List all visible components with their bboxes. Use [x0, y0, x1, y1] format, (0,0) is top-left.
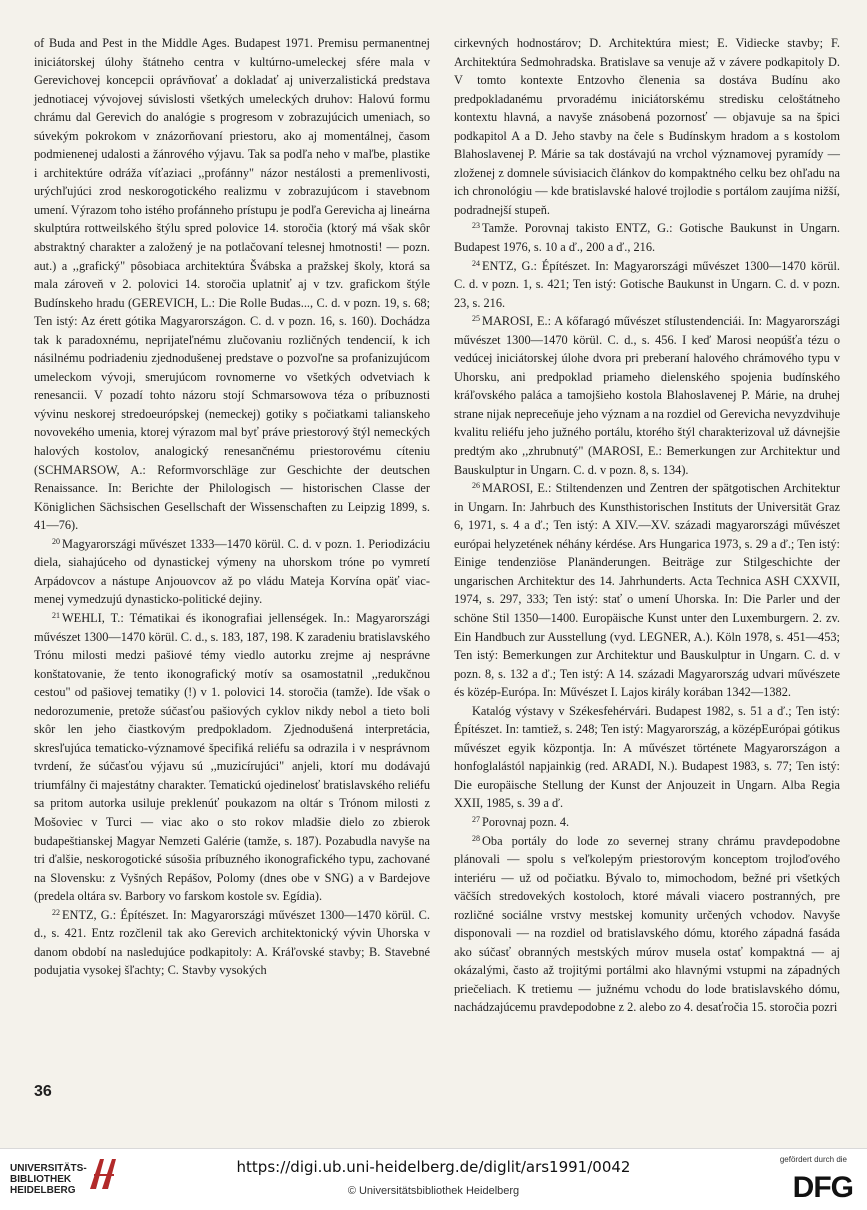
footnote-21 [34, 609, 430, 906]
footnote-24 [454, 257, 840, 313]
page-number: 36 [34, 1083, 52, 1100]
footnote-26 [454, 479, 840, 702]
footnote-text: Oba portály do lode zo severnej strany chrámu pravdepodobne plánovali — spolu s veľkolepým priestorovým konceptom trojloďového interiéru — už od počiatku. Bývalo to, mimochodom, bežné pri všetkých väčších stredovekých kostoloch, ktoré mávali viacero postranných, pre rozličné sociálne vrstvy mestskej komunity určených vchodov. Navyše disponovali — na rozdiel od bratislavského dómu, ktorého západná fasáda ako súčasť obranných mestských múrov musela ostať kompaktná — aj okázalými, často až trojitými portálmi ako hlavnými vstupmi na západných priečeliach. K tretiemu — južnému vchodu do lode bratislavského dómu, nachádzajúcemu pravdepodobne z 2. alebo zo 4. desaťročia 15. storočia pozri [454, 833, 840, 1015]
footnote-number: 21 [52, 610, 60, 620]
viewer-footer [0, 1148, 867, 1210]
dfg-logo[interactable]: DFG [792, 1171, 853, 1204]
footnote-number: 26 [472, 481, 480, 491]
footnote-number: 24 [472, 258, 480, 268]
footnote-25 [454, 312, 840, 479]
footnote-text: Tamže. Porovnaj takisto ENTZ, G.: Gotische Baukunst in Ungarn. Budapest 1976, s. 10 a ď., 200 a ď., 216. [454, 221, 840, 255]
paragraph-continued [454, 702, 840, 813]
footnote-28 [454, 832, 840, 1017]
footnote-text: WEHLI, T.: Tématikai és ikonografiai jellenségek. In.: Magyarországi művészet 1300—1470 körül. C. d., s. 183, 187, 198. K zaradeniu bratislavského Trónu milosti medzi pašiové témy viedlo autorku zrejme aj nesprávne konštatovanie, že tento ikonografický motív sa osamostatnil ,,redukčnou cestou" od pašiovej tematiky (!) v 1. polovici 14. storočia (tamže). Ide však o nedorozumenie, pretože súčasťou pašiových cyklov nikdy nebol a tieto boli skôr len jeho čiastkovým predpokladom. Zjednodušená interpretácia, skresľujúca tematicko-významové špecifiká reliéfu sa odrazila i v nesprávnom tvrdení, že súčasťou výjavu sú ,,muzicírujúci" anjeli, ktorí mu dodávajú triumfálny či majestátny charakter. Tematickú ojedinelosť bratislavského reliéfu sa pritom autorka usiluje preklenúť poukazom na oltár s Trónom milosti z Mošoviec v Turci — viac ako o sto rokov mladšie dielo zo zbierok budapeštianskej Magyar Nemzeti Galérie (tamže, s. 187). Pozabudla navyše na tri ďalšie, neskorogotické súsošia príbuzného ikonografického typu, zachované na Slovensku: z Vyšných Repášov, Polomy (dnes obe v SNG) a v Bardejove (predela oltára sv. Barbory vo farskom kostole sv. Egídia). [34, 610, 430, 904]
footnote-22 [34, 906, 430, 980]
paragraph-text: Katalóg výstavy v Székesfehérvári. Budapest 1982, s. 51 a ď.; Ten istý: Építészet. In: tamtiež, s. 248; Ten istý: Magyarország, a középEurópai gótikus művészet egyik központja. In: A művészet története Magyarországon a honfoglalástól napjainkig (red. ARADI, N.). Budapest 1983, s. 77; Ten istý: Die europäische Stellung der Kunst der Anjouzeit in Ungarn. Alba Regia XXII, 1985, s. 39 a ď. [454, 703, 840, 811]
paragraph: of Buda and Pest in the Middle Ages. Budapest 1971. Premisu permanentnej iniciátorskej úlohy štátneho centra v kultúrno-umeleckej sfére mala v Gerevichovej koncepcii oprávňovať a dokladať aj univerzalistická predstava jednotiacej vývojovej súvislosti všetkých umeleckých druhov: Halovú formu chrámu dal Gerevich do analógie s progresom v zobrazujúcich umeniach, so súvekým pokrokom v znázorňovaní priestoru, ako aj momentálnej, časom podmienenej udalosti a žánrového výjavu. Tak sa podľa neho v maľbe, plastike i architektúre odráža víťaziaci ,,profánny" názor nestálosti a premenlivosti, urýchľujúci zrod neskorogotického realizmu v zobrazujúcom i stavebnom umení. Výrazom toho istého profánneho prístupu je podľa Gerevicha aj lineárna skulptúra rottweilského štýlu spred polovice 14. storočia (ktorý má však skôr abstraktný charakter a založený je na potlačovaní telesnej hmotnosti! — pozn. aut.) a ,,grafický" pôsobiaca architektúra Švábska a pražskej školy, ktorá sa mala zároveň v 2. polovici 14. storočia uplatniť aj v tzv. graficko​m štýle Budínskeho hradu (GEREVICH, L.: Die Rolle Budas..., C. d. v pozn. 19, s. 68; Ten istý: Az érett gótika Magyarországon. C. d. v pozn. 16, s. 160). Dochádza tak k paradoxnému, neprijateľnému zlučovaniu rozličných tendencií, k ich násilnému podriadeniu zjednodušenej predstave o pozvoľne sa profanizujúcom umeleckom vývoji, smerujúcom rovnomerne vo všetkých odvetviach k renesancii. V pozadí tohto názoru stojí Schmarsowova téza o príbuznosti vývinu neskorej stredoeurópskej (nemeckej) gotiky s počiatkami talianskeho novovekého umenia, ktorej výrazom mal byť práve priestorový štýl nemeckých halových kostolov, analogický renesančnému priestorovému cíteniu (SCHMARSOW, A.: Reformvorschläge zur Geschichte der deutschen Renaissance. In: Berichte der Philologisch — historischen Classe der Königlichen Sächsischen Gesellschaft der Wissenschaften zu Leipzig 1899, s. 41—76). [34, 36, 430, 533]
footnote-23 [454, 219, 840, 256]
footnote-20 [34, 535, 430, 609]
right-text-column [454, 34, 840, 1017]
footnote-text: Magyarországi művészet 1333—1470 körül. C. d. v pozn. 1. Periodizáciu diela, siahajúceho od dynastickej výmeny na uhorskom tróne po vymretí Arpádovcov a nástupe Anjouovcov až po vládu Mateja Korvína opäť viac-menej vymedzujú dynasticko-politické dejiny. [34, 536, 430, 607]
library-name-line: UNIVERSITÄTS- [10, 1163, 87, 1174]
footnote-text: ENTZ, G.: Építészet. In: Magyarországi művészet 1300—1470 körül. C. d., s. 421. Entz rozčlenil tak ako Gerevich architektonický vývin Uhorska v danom období na nasledujúce podkapitoly: A. Kráľovské stavby; B. Stavebné podujatia vysokej šľachty; C. Stavby vysokých [34, 907, 430, 978]
footnote-number: 22 [52, 907, 60, 917]
permalink-url[interactable]: https://digi.ub.uni-heidelberg.de/diglit/ars1991/0042 [236, 1158, 631, 1176]
footnote-number: 20 [52, 536, 60, 546]
left-text-column [34, 34, 430, 980]
library-name-line: HEIDELBERG [10, 1185, 76, 1196]
library-name-line: BIBLIOTHEK [10, 1174, 72, 1185]
footnote-number: 23 [472, 221, 480, 231]
funding-caption [780, 1155, 847, 1164]
footnote-text: MAROSI, E.: A kőfaragó művészet stílustendenciái. In: Magyarországi művészet 1300—1470 körül. C. d., s. 456. I keď Marosi neopúšťa tézu o vedúcej iniciátorskej úlohe dvora pri preberaní halového chrámového typu v Uhorsku, ani predpoklad priameho dielenského spojenia budínského kráľovského paláca a tamojšieho kostola Blahoslavenej P. Márie, na druhej strane nijak nepreceňuje jeho význam a na rozdiel od Gerevicha nevyzdvihuje kvalitu reliéfu jeho južného portálu, ktorého štýl charakterizoval už dávnejšie predtým ako ,,zhrubnutý" (MAROSI, E.: Bemerkungen zur Architektur und Bauskulptur in Ungarn. C. d. v pozn. 8, s. 134). [454, 314, 840, 477]
funding-caption-line: gefördert durch die [779, 1155, 847, 1164]
footnote-text: MAROSI, E.: Stiltendenzen und Zentren der spätgotischen Architektur in Ungarn. In: Jahrbuch des Kunsthistorischen Instituts der Universität Graz 6, 1971, s. 4 a ď.; Ten istý: A XIV.—XV. századi magyarországi művészet európai helyzetének néhány kérdése. Ars Hungarica 1973, s. 29 a ď.; Ten istý: Einige tendenziöse Planänderungen. Beiträge zur Stilgeschichte der ungarischen Architektur des 14. Jahrhunderts. Acta Technica ASH CXXVII, 1974, s. 297, 333; Ten istý: stať o umení Uhorska. In: Die Parler und der schöne Stil 1350—1400. Europäische Kunst unter den Luxemburgern. 2. zv. Ein Handbuch zur Ausstellung (vyd. LEGNER, A.). Köln 1978, s. 451—453; Ten istý: Bemerkungen zur Architektur und Bauskulptur in Ungarn. C. d. v pozn. 8, s. 132 a ď.; Ten istý: A 14. századi Magyarország udvari művészete és közép-Európa. In: Művészet I. Lajos király korában 1342—1382. [454, 481, 840, 700]
footnote-27 [454, 813, 840, 832]
paragraph: cirkevných hodnostárov; D. Architektúra miest; E. Vidiecke stavby; F. Architektúra Sedmohradska. Bratislave sa venuje až v závere podkapitoly D. V tomto kontexte Entzovho členenia sa dostáva Budínu ako predpokladanému prvoradému iniciátorskému stredisku celoštátneho kontextu hlavná, a navyše znásobená pozornosť — objavuje sa na špici podkapitol A a D. Jeho stavby na čele s Budínskym hradom a s kostolom Blahoslavenej P. Márie sa tak dostávajú na vrchol významovej pyramídy — zloženej z domnele súvisiacich článkov do kompaktného celku bez ohľadu na ich chronológiu — kde bratislavské halové trojlodie s portálom zaujíma nižší, podradnejší stupeň. [454, 36, 840, 217]
footnote-text: Porovnaj pozn. 4. [482, 814, 570, 829]
footnote-number: 28 [472, 833, 480, 843]
footnote-number: 25 [472, 314, 480, 324]
copyright-notice: © Universitätsbibliothek Heidelberg [347, 1185, 520, 1197]
footnote-text: ENTZ, G.: Építészet. In: Magyarországi művészet 1300—1470 körül. C. d. v pozn. 1, s. 421; Ten istý: Gotische Baukunst in Ungarn. C. d. v pozn. 23, s. 216. [454, 258, 840, 310]
footnote-number: 27 [472, 814, 480, 824]
